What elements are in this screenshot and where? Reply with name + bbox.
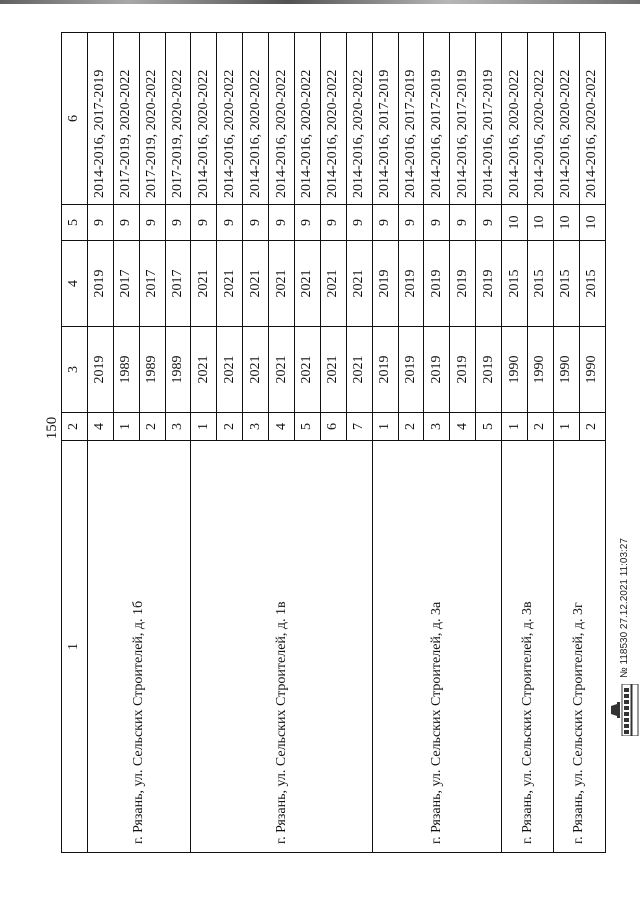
build-year-cell: 2019 (87, 327, 113, 413)
period-cell: 2014-2016, 2020-2022 (295, 33, 321, 205)
table-row (87, 33, 113, 853)
floors-cell: 9 (320, 205, 346, 241)
floors-cell: 9 (269, 205, 295, 241)
build-year-cell: 1989 (139, 327, 165, 413)
build-year-cell: 1990 (528, 327, 554, 413)
commission-year-cell: 2021 (243, 241, 269, 327)
section-number-cell: 7 (346, 413, 372, 441)
period-cell: 2014-2016, 2017-2019 (398, 33, 424, 205)
commission-year-cell: 2021 (217, 241, 243, 327)
section-number-cell: 5 (295, 413, 321, 441)
address-cell: г. Рязань, ул. Сельских Строителей, д. 3в (502, 441, 554, 853)
scan-edge (0, 0, 640, 4)
section-number-cell: 1 (372, 413, 398, 441)
section-number-cell: 4 (87, 413, 113, 441)
build-year-cell: 2019 (450, 327, 476, 413)
build-year-cell: 2019 (476, 327, 502, 413)
commission-year-cell: 2017 (113, 241, 139, 327)
section-number-cell: 2 (139, 413, 165, 441)
section-number-cell: 1 (191, 413, 217, 441)
floors-cell: 10 (502, 205, 528, 241)
page-number: 150 (44, 416, 60, 440)
period-cell: 2017-2019, 2020-2022 (139, 33, 165, 205)
commission-year-cell: 2019 (424, 241, 450, 327)
build-year-cell: 2021 (320, 327, 346, 413)
build-year-cell: 2019 (398, 327, 424, 413)
rotated-table-wrapper (61, 33, 600, 853)
table-row (502, 33, 528, 853)
section-number-cell: 3 (243, 413, 269, 441)
period-cell: 2014-2016, 2020-2022 (269, 33, 295, 205)
build-year-cell: 1989 (165, 327, 191, 413)
col-header-2: 2 (62, 413, 88, 441)
commission-year-cell: 2021 (346, 241, 372, 327)
section-number-cell: 6 (320, 413, 346, 441)
commission-year-cell: 2019 (398, 241, 424, 327)
col-header-1: 1 (62, 441, 88, 853)
build-year-cell: 2019 (372, 327, 398, 413)
coat-of-arms-icon (609, 684, 639, 736)
floors-cell: 9 (476, 205, 502, 241)
floors-cell: 9 (243, 205, 269, 241)
build-year-cell: 1990 (579, 327, 605, 413)
section-number-cell: 1 (553, 413, 579, 441)
floors-cell: 10 (528, 205, 554, 241)
floors-cell: 9 (87, 205, 113, 241)
build-year-cell: 2021 (346, 327, 372, 413)
section-number-cell: 2 (528, 413, 554, 441)
floors-cell: 9 (450, 205, 476, 241)
period-cell: 2014-2016, 2020-2022 (553, 33, 579, 205)
period-cell: 2014-2016, 2020-2022 (217, 33, 243, 205)
commission-year-cell: 2021 (320, 241, 346, 327)
table-row (372, 33, 398, 853)
commission-year-cell: 2021 (269, 241, 295, 327)
build-year-cell: 2021 (243, 327, 269, 413)
period-cell: 2014-2016, 2017-2019 (87, 33, 113, 205)
period-cell: 2014-2016, 2017-2019 (476, 33, 502, 205)
build-year-cell: 1989 (113, 327, 139, 413)
period-cell: 2014-2016, 2017-2019 (450, 33, 476, 205)
table-row (553, 33, 579, 853)
period-cell: 2014-2016, 2020-2022 (502, 33, 528, 205)
data-table (61, 32, 606, 853)
period-cell: 2014-2016, 2020-2022 (528, 33, 554, 205)
commission-year-cell: 2019 (372, 241, 398, 327)
floors-cell: 9 (191, 205, 217, 241)
build-year-cell: 2021 (191, 327, 217, 413)
build-year-cell: 2021 (295, 327, 321, 413)
stamp-code: № 118530 27.12.2021 11:03:27 (618, 538, 630, 678)
address-cell: г. Рязань, ул. Сельских Строителей, д. 3г (553, 441, 605, 853)
commission-year-cell: 2019 (450, 241, 476, 327)
floors-cell: 9 (424, 205, 450, 241)
floors-cell: 9 (295, 205, 321, 241)
section-number-cell: 2 (579, 413, 605, 441)
floors-cell: 9 (139, 205, 165, 241)
col-header-5: 5 (62, 205, 88, 241)
floors-cell: 9 (165, 205, 191, 241)
floors-cell: 9 (346, 205, 372, 241)
floors-cell: 10 (553, 205, 579, 241)
floors-cell: 10 (579, 205, 605, 241)
stamp-logo (609, 684, 639, 736)
section-number-cell: 2 (217, 413, 243, 441)
registration-stamp (605, 538, 640, 736)
floors-cell: 9 (372, 205, 398, 241)
commission-year-cell: 2015 (502, 241, 528, 327)
section-number-cell: 4 (450, 413, 476, 441)
period-cell: 2017-2019, 2020-2022 (113, 33, 139, 205)
header-row (62, 33, 88, 853)
section-number-cell: 3 (424, 413, 450, 441)
period-cell: 2014-2016, 2020-2022 (320, 33, 346, 205)
period-cell: 2014-2016, 2020-2022 (243, 33, 269, 205)
section-number-cell: 2 (398, 413, 424, 441)
floors-cell: 9 (217, 205, 243, 241)
period-cell: 2014-2016, 2017-2019 (424, 33, 450, 205)
commission-year-cell: 2015 (528, 241, 554, 327)
address-cell: г. Рязань, ул. Сельских Строителей, д. 1б (87, 441, 191, 853)
table-body (87, 33, 605, 853)
period-cell: 2014-2016, 2017-2019 (372, 33, 398, 205)
commission-year-cell: 2021 (191, 241, 217, 327)
col-header-6: 6 (62, 33, 88, 205)
floors-cell: 9 (113, 205, 139, 241)
commission-year-cell: 2015 (553, 241, 579, 327)
build-year-cell: 1990 (502, 327, 528, 413)
commission-year-cell: 2015 (579, 241, 605, 327)
period-cell: 2014-2016, 2020-2022 (346, 33, 372, 205)
build-year-cell: 1990 (553, 327, 579, 413)
address-cell: г. Рязань, ул. Сельских Строителей, д. 3а (372, 441, 501, 853)
section-number-cell: 4 (269, 413, 295, 441)
build-year-cell: 2021 (269, 327, 295, 413)
section-number-cell: 3 (165, 413, 191, 441)
table-row (191, 33, 217, 853)
section-number-cell: 5 (476, 413, 502, 441)
col-header-4: 4 (62, 241, 88, 327)
commission-year-cell: 2021 (295, 241, 321, 327)
commission-year-cell: 2019 (87, 241, 113, 327)
period-cell: 2017-2019, 2020-2022 (165, 33, 191, 205)
commission-year-cell: 2019 (476, 241, 502, 327)
address-cell: г. Рязань, ул. Сельских Строителей, д. 1в (191, 441, 372, 853)
period-cell: 2014-2016, 2020-2022 (579, 33, 605, 205)
commission-year-cell: 2017 (139, 241, 165, 327)
period-cell: 2014-2016, 2020-2022 (191, 33, 217, 205)
col-header-3: 3 (62, 327, 88, 413)
build-year-cell: 2021 (217, 327, 243, 413)
commission-year-cell: 2017 (165, 241, 191, 327)
build-year-cell: 2019 (424, 327, 450, 413)
floors-cell: 9 (398, 205, 424, 241)
section-number-cell: 1 (502, 413, 528, 441)
section-number-cell: 1 (113, 413, 139, 441)
